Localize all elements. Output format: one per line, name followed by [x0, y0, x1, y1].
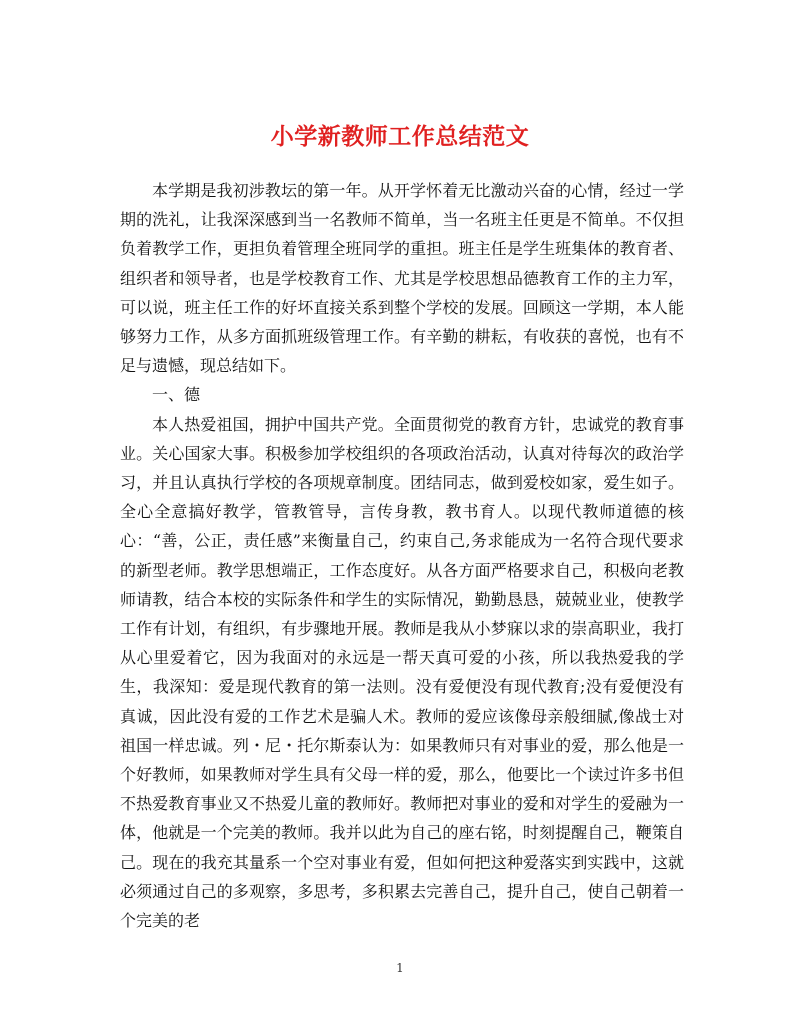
section-heading: 一、德: [152, 385, 201, 405]
intro-paragraph: 本学期是我初涉教坛的第一年。从开学怀着无比激动兴奋的心情，经过一学期的洗礼，让我深深感到当一名教师不简单，当一名班主任更是不简单。不仅担负着教学工作，更担负着管理全班同学的重担。班主任是学生班集体的教育者、组织者和领导者，也是学校教育工作、尤其是学校思想品德教育工作的主力军，可以说，班主任工作的好坏直接关系到整个学校的发展。回顾这一学期，本人能够努力工作，从多方面抓班级管理工作。有辛勤的耕耘，有收获的喜悦，也有不足与遗憾，现总结如下。: [120, 181, 684, 376]
document-title: 小学新教师工作总结范文: [270, 123, 530, 151]
document-body: [120, 176, 684, 935]
page-number: 1: [396, 961, 404, 975]
section-paragraph: 本人热爱祖国，拥护中国共产党。全面贯彻党的教育方针，忠诚党的教育事业。关心国家大事。积极参加学校组织的各项政治活动，认真对待每次的政治学习，并且认真执行学校的各项规章制度。团结同志，做到爱校如家，爱生如子。全心全意搞好教学，管教管导，言传身教，教书育人。以现代教师道德的核心：“善，公正，责任感”来衡量自己，约束自己,务求能成为一名符合现代要求的新型老师。教学思想端正，工作态度好。从各方面严格要求自己，积极向老教师请教，结合本校的实际条件和学生的实际情况，勤勤恳恳，兢兢业业，使教学工作有计划，有组织，有步骤地开展。教师是我从小梦寐以求的崇高职业，我打从心里爱着它，因为我面对的永远是一帮天真可爱的小孩，所以我热爱我的学生，我深知：爱是现代教育的第一法则。没有爱便没有现代教育;没有爱便没有真诚，因此没有爱的工作艺术是骗人术。教师的爱应该像母亲般细腻,像战士对祖国一样忠诚。列・尼・托尔斯泰认为：如果教师只有对事业的爱，那么他是一个好教师，如果教师对学生具有父母一样的爱，那么，他要比一个读过许多书但不热爱教育事业又不热爱儿童的教师好。教师把对事业的爱和对学生的爱融为一体，他就是一个完美的教师。我并以此为自己的座右铭，时刻提醒自己，鞭策自己。现在的我充其量系一个空对事业有爱，但如何把这种爱落实到实践中，这就必须通过自己的多观察，多思考，多积累去完善自己，提升自己，使自己朝着一个完美的老: [120, 414, 684, 931]
